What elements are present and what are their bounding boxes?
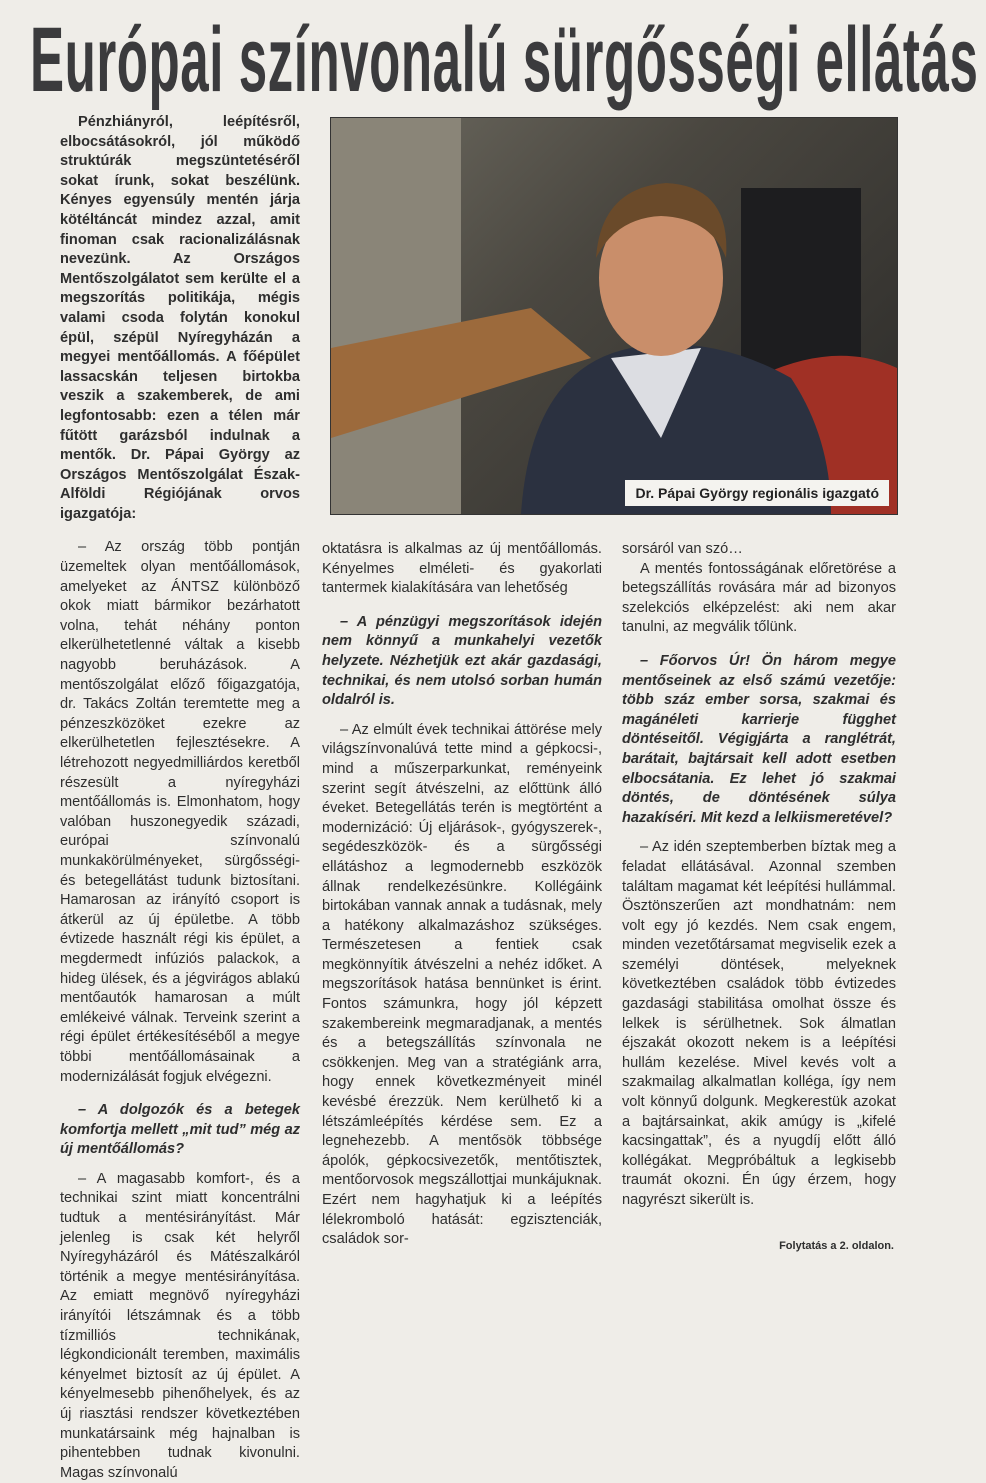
answer-paragraph: A mentés fontosságának előretörése a betegszállítás rovására már ad bizonyos szelekciós elképzelést: aki nem akar tanulni, az megválik tőlünk. [622,560,896,636]
portrait-photo [330,117,898,515]
interview-question: – A dolgozók és a betegek komfortja mellett „mit tud” még az új mentőállomás? [60,1102,300,1158]
interview-question: – A pénzügyi megszorítások idején nem könnyű a munkahelyi vezetők helyzete. Nézhetjük ezt akár gazdasági, technikai, és nem utolsó sorban humán oldalról is. [322,613,602,709]
continuation-note: Folytatás a 2. oldalon. [779,1240,894,1252]
photo-caption: Dr. Pápai György regionális igazgató [625,480,889,506]
answer-paragraph: oktatásra is alkalmas az új mentőállomás. Kényelmes elméleti- és gyakorlati tantermek kialakítására van lehetőség [322,541,602,597]
answer-paragraph: – Az idén szeptemberben bíztak meg a feladat ellátásával. Azonnal szemben találtam magamat két leépítési hullámmal. Ösztönszerűen azt mondhatnám: nem volt egy jó kezdés. Nem csak engem, minden vezetőtársamat megviselik ezek a személyi döntések, melyeknek következtében családok több évtizedes gazdasági stabilitása omolhat össze és lelkek is sérülhetnek. Sok álmatlan éjszakát okozott nekem is a leépítési hullám kezelése. Mivel kevés volt a szakmailag alkalmatlan kolléga, így nem volt könnyű dolgunk. Megkerestük azokat a bajtársainkat, akik amúgy is „kifelé kacsingattak”, és a nyugdíj előtt álló kollégákat. Megpróbáltuk a legkisebb traumát okozni. Én úgy érzem, hogy nagyrészt sikerült is. [622,839,896,1208]
answer-paragraph: – Az ország több pontján üzemeltek olyan mentőállomások, amelyeket az ÁNTSZ különböző okok miatt bármikor bezárhatott volna, tehát néhány ponton elkerülhetetlenné váltak a kisebb nagyobb beruházások. A mentőszolgálat előző főigazgatója, dr. Takács Zoltán teremtette meg a pénzeszközöket ezekre az elkerülhetetlen fejlesztésekre. A létrehozott negyedmilliárdos keretből részesült a nyíregyházi mentőállomás is. Elmonhatom, hogy valóban huszonegyedik századi, európai színvonalú munkakörülményeket, sürgősségi- és betegellátást tudunk biztosítani. Hamarosan az irányító csoport is átkerül az új épületbe. A több évtizede használt régi kis épület, a megdermedt infúziós palackok, a hideg ülések, és a jégvirágos ablakú mentőautók hamarosan a múlt emlékeivé válnak. Terveink szerint a régi épület értékesítéséből a megye többi mentőállomásainak a modernizálását fogjuk elvégezni. [60,539,300,1085]
article-lead: Pénzhiányról, leépítésről, elbocsátásokról, jól működő struktúrák megszüntetéséről sokat írunk, sokat beszélünk. Kényes egyensúly mentén járja kötéltáncát mindez azzal, amit finoman csak racionalizálásnak nevezünk. Az Országos Mentőszolgálatot sem kerülte el a megszorítás politikája, mégis valami csoda folytán konokul épül, szépül Nyíregyházán a megyei mentőállomás. A főépület lassacskán teljesen birtokba veszik a szakemberek, de ami legfontosabb: ezen a télen már fűtött garázsból indulnak a mentők. Dr. Pápai György az Országos Mentőszolgálat Észak-Alföldi Régiójának orvos igazgatója: [60,114,300,522]
portrait-image [331,118,897,514]
right-column [622,540,896,1211]
answer-paragraph: – Az elmúlt évek technikai áttörése mely világszínvonalúvá tette mind a gépkocsi-, mind a műszerparkunkat, reményeink szerint segít átvészelni, az előttünk álló éveket. Betegellátás terén is megtörtént a modernizáció: Új eljárások-, gyógyszerek-, segédeszközök- és a sürgősségi ellátáshoz a legmodernebb eszközök állnak rendelkezésünkre. Kollégáink birtokában vannak annak a tudásnak, mely a hatékony alkalmazáshoz szükséges. Természetesen a fentiek csak megkönnyítik átvészelni a nehéz időket. A megszorítások hatása bennünket is érint. Fontos számunkra, hogy jól képzett szakembereink megmaradjanak, a mentés és a betegszállítás színvonala ne csökkenjen. Meg van a stratégiánk arra, hogy ennek következményeit minél kevésbé érezzük. Nem kerülhető ki a létszámleépítés kérdése sem. Ez a legnehezebb. A mentősök többsége ápolók, gépkocsivezetők, mentőtisztek, mentőorvosok megszállottjai munkájuknak. Ezért nem hagyhatjuk ki a leépítés lélekromboló hatását: egzisztenciák, családok sor- [322,721,602,1248]
article-headline: Európai színvonalú sürgősségi ellátás [30,9,979,111]
left-column [60,113,300,1483]
answer-paragraph: – A magasabb komfort-, és a technikai szint miatt koncentrálni tudtuk a mentésirányítást. Már jelenleg is csak két helyről Nyíregyházáról és Mátészalkáról történik a megye mentésirányítása. Az emiatt megnövő nyíregyházi irányítói létszámnak és a több tízmilliós technikának, légkondicionált teremben, maximális kényelmet biztosít az új épület. A kényelmesebb pihenőhelyek, és az új riasztási rendszer következtében munkatársaink még hajnalban is pihentebben tudnak kivonulni. Magas színvonalú [60,1170,300,1481]
interview-question: – Főorvos Úr! Ön három megye mentőseinek az első számú vezetője: több száz ember sorsa, szakmai és magánéleti karrierje függhet döntéseitől. Végigjárta a ranglétrát, barátait, bajtársait kell adott esetben elbocsátania. Ez lehet jó szakmai döntés, de döntésének súlya hazakíséri. Mit kezd a lelkiismeretével? [622,652,896,826]
middle-column [322,540,602,1250]
answer-paragraph: sorsáról van szó… [622,541,743,557]
